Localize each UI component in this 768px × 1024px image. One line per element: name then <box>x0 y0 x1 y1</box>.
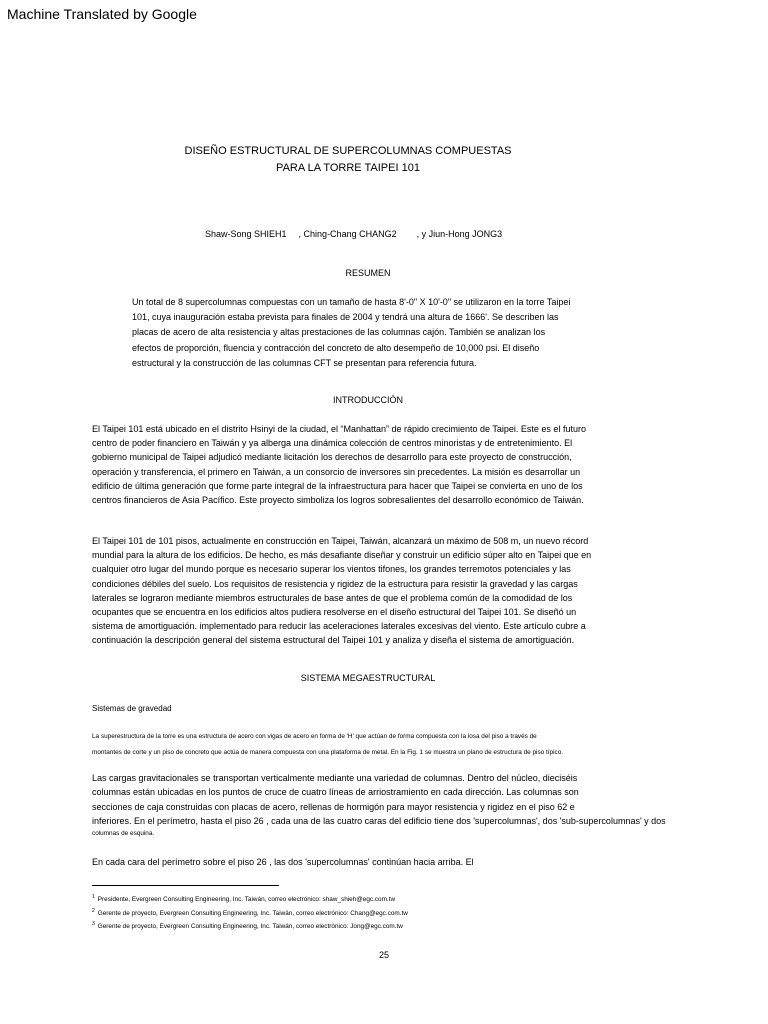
footnote-rule <box>92 885 279 886</box>
author-2: , Ching-Chang CHANG2 <box>298 229 397 239</box>
text-line: ocupantes que se encuentra en los edificios altos pudiera resolverse en el diseño estructural del Taipei 101. Se diseñó un <box>92 607 577 618</box>
text-line: El Taipei 101 está ubicado en el distrito Hsinyi de la ciudad, el “Manhattan” de rápido crecimiento de Taipei. Este es el futuro <box>92 424 586 434</box>
text-line: continuación la descripción general del sistema estructural del Taipei 101 y analiza y diseña el sistema de amortiguación. <box>92 635 575 646</box>
footnote-text: Gerente de proyecto, Evergreen Consulting Engineering, Inc. Taiwán, correo electrónico: Chang@egc.com.tw <box>97 909 408 917</box>
text-line: montantes de corte y un piso de concreto que actúa de manera compuesta con una plataforma de metal. En la Fig. 1 se muestra un plano de estructura de piso típico. <box>92 748 564 756</box>
footnote-mark: 2 <box>92 907 95 914</box>
text-line: laterales se lograron mediante miembros estructurales de base antes de que el problema común de la comodidad de los <box>92 592 573 603</box>
text-line: columnas están ubicadas en los puntos de cruce de cuatro líneas de arriostramiento en cada dirección. Las columnas son <box>92 787 579 798</box>
gravity-systems-subheading: Sistemas de gravedad <box>92 704 172 713</box>
introduction-heading: INTRODUCCIÓN <box>333 395 403 405</box>
text-line: condiciones débiles del suelo. Los requisitos de resistencia y rigidez de la estructura para resistir la gravedad y las cargas <box>92 578 578 589</box>
perimeter-paragraph: En cada cara del perímetro sobre el piso 26 , las dos 'supercolumnas' continúan hacia arriba. El <box>92 857 474 867</box>
abstract-heading: RESUMEN <box>345 268 391 278</box>
footnote-mark: 3 <box>92 921 95 927</box>
text-line: inferiores. En el perímetro, hasta el piso 26 , cada una de las cuatro caras del edificio tiene dos 'supercolumnas', dos 'sub-supercolumnas' y dos <box>92 815 666 826</box>
author-3: , y Jiun-Hong JONG3 <box>416 229 503 239</box>
footnote-text: Gerente de proyecto, Evergreen Consulting Engineering, Inc. Taiwán, correo electrónico: Jong@egc.com.tw <box>97 923 403 930</box>
paper-title-line-1: DISEÑO ESTRUCTURAL DE SUPERCOLUMNAS COMPUESTAS <box>184 145 512 157</box>
abstract-line: placas de acero de alta resistencia y altas prestaciones de las columnas cajón. También se analizan los <box>132 327 546 338</box>
text-line: centro de poder financiero en Taiwán y ya alberga una dinámica colección de centros minoristas y de entretenimiento. El <box>92 438 573 449</box>
text-line: gobierno municipal de Taipei adjudicó mediante licitación los derechos de desarrollo para este proyecto de construcción, <box>92 452 572 463</box>
footnotes <box>92 892 408 933</box>
abstract-line: 101, cuya inauguración estaba prevista para finales de 2004 y tendrá una altura de 1666'. Se describen las <box>132 312 559 323</box>
text-line: mundial para la altura de los edificios. De hecho, es más desafiante diseñar y construir un edificio súper alto en Taipei que en <box>92 550 592 561</box>
abstract-line: Un total de 8 supercolumnas compuestas con un tamaño de hasta 8'-0" X 10'-0" se utilizaron en la torre Taipei <box>132 297 571 307</box>
text-line: centros financieros de Asia Pacífico. Este proyecto simboliza los logros sobresalientes del desarrollo económico de Taiwán. <box>92 495 584 506</box>
footnote <box>92 919 408 933</box>
text-line: edificio de última generación que forme parte integral de la infraestructura para hacer que Taipei se convierta en uno de los <box>92 480 583 491</box>
author-list <box>205 229 502 239</box>
footnote <box>92 906 408 920</box>
text-line: columnas de esquina. <box>92 830 155 838</box>
text-line: sistema de amortiguación. implementado para reducir las aceleraciones laterales excesivas del viento. Este artículo cubre a <box>92 621 586 632</box>
paper-title-line-2: PARA LA TORRE TAIPEI 101 <box>276 162 420 174</box>
author-1: Shaw-Song SHIEH1 <box>205 229 287 239</box>
introduction-paragraph-1 <box>92 422 677 507</box>
gravity-loads-paragraph <box>92 771 762 839</box>
megastructure-heading: SISTEMA MEGAESTRUCTURAL <box>300 673 436 683</box>
page-number: 25 <box>378 950 389 960</box>
superstructure-paragraph <box>92 729 732 760</box>
footnote-mark: 1 <box>92 894 95 900</box>
text-line: La superestructura de la torre es una estructura de acero con vigas de acero en forma de 'H' que actúan de forma compuesta con la losa del piso a través de <box>92 733 537 740</box>
text-line: cualquier otro lugar del mundo porque es necesario superar los vientos tifones, los grandes terremotos potenciales y las <box>92 564 571 575</box>
translation-banner: Machine Translated by Google <box>7 6 197 22</box>
abstract-line: efectos de proporción, fluencia y contracción del concreto de alto desempeño de 10,000 psi. El diseño <box>132 342 540 353</box>
text-line: secciones de caja construidas con placas de acero, rellenas de hormigón para mayor resistencia y rigidez en el piso 62 e <box>92 801 575 812</box>
abstract-line: estructural y la construcción de las columnas CFT se presentan para referencia futura. <box>132 357 477 368</box>
text-line: Las cargas gravitacionales se transportan verticalmente mediante una variedad de columnas. Dentro del núcleo, dieciséis <box>92 773 578 783</box>
footnote-text: Presidente, Evergreen Consulting Engineering, Inc. Taiwán, correo electrónico: shaw_shieh@egc.com.tw <box>97 896 396 903</box>
footnote <box>92 892 408 906</box>
introduction-paragraph-2 <box>92 534 677 648</box>
abstract-text <box>132 295 662 371</box>
text-line: operación y transferencia, el primero en Taiwán, a un consorcio de inversores sin precedentes. La misión es desarrollar un <box>92 466 581 477</box>
text-line: El Taipei 101 de 101 pisos, actualmente en construcción en Taipei, Taiwán, alcanzará un máximo de 508 m, un nuevo récord <box>92 536 589 546</box>
